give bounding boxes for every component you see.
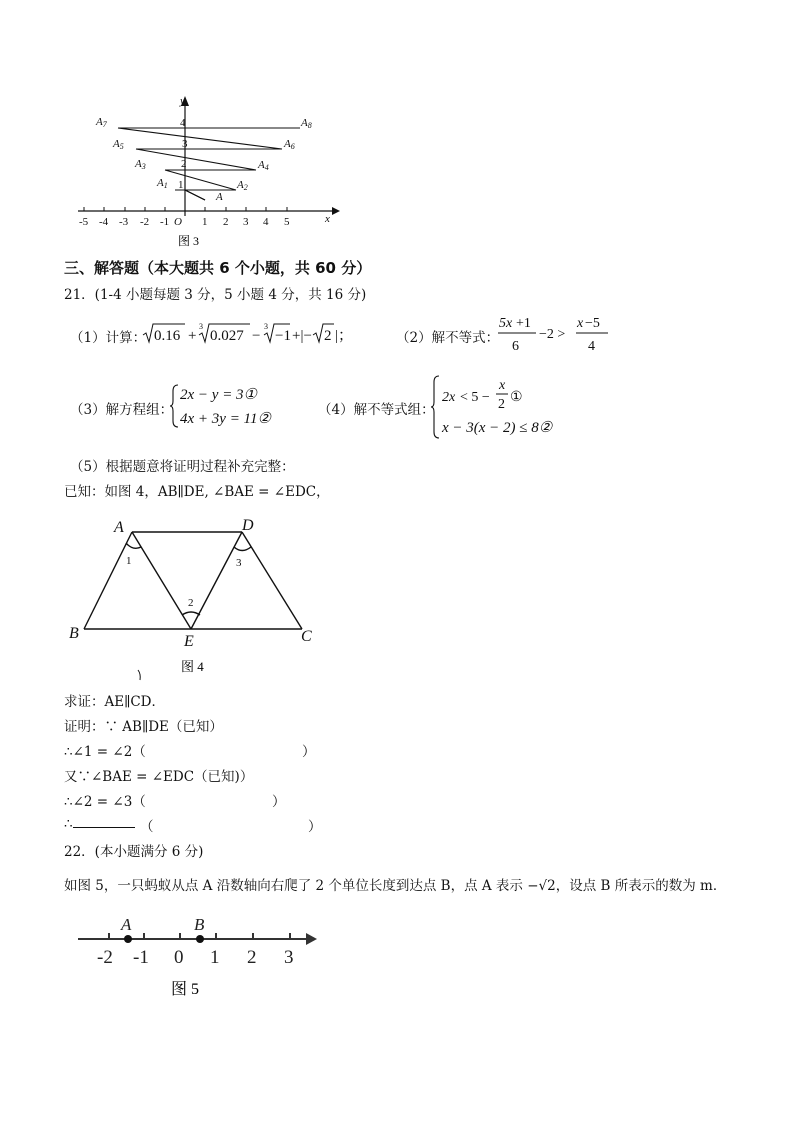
svg-text:6: 6 xyxy=(512,339,519,354)
q21-proof-line5-close: ） xyxy=(308,819,322,835)
fig3-point-A8: A8 xyxy=(301,117,312,130)
fig3-tick-x-5: 5 xyxy=(284,216,290,228)
fig3-tick-y-1: 1 xyxy=(178,179,184,191)
fig4-label-D: D xyxy=(242,517,254,534)
fig5-point-A: A xyxy=(121,915,132,934)
q21-proof-line5-therefore: ∴ xyxy=(64,816,73,832)
svg-text:x: x xyxy=(499,378,506,393)
fig3-point-A2: A2 xyxy=(237,179,248,192)
fig5-point-B: B xyxy=(194,915,205,934)
fig4-label-E: E xyxy=(184,633,194,650)
fig3-tick-y-4: 4 xyxy=(180,117,186,129)
q21-part4-label: （4）解不等式组： xyxy=(318,402,435,418)
q21-proof-line5 xyxy=(64,815,135,832)
svg-text:①: ① xyxy=(510,390,523,405)
svg-text:5x: 5x xyxy=(499,316,513,331)
fig5-caption: 图 5 xyxy=(171,981,200,998)
fig3-tick-x-1: 1 xyxy=(202,216,208,228)
q22-header: 22．(本小题满分 6 分) xyxy=(64,844,204,860)
fig3-origin: O xyxy=(174,216,182,228)
q21-part2-label: （2）解不等式： xyxy=(396,330,500,346)
fig3-tick-y-3: 3 xyxy=(182,138,188,150)
figure-5 xyxy=(72,912,322,1004)
q21-header: 21．(1-4 小题每题 3 分，5 小题 4 分，共 16 分) xyxy=(64,287,367,303)
fig5-point-A-dot xyxy=(124,935,132,943)
svg-text:+1: +1 xyxy=(516,316,531,331)
fig4-angle-1: 1 xyxy=(126,555,132,567)
q21-proof-line4: ∴∠2 = ∠3（ xyxy=(64,794,146,810)
svg-text:−1: −1 xyxy=(275,328,291,344)
fig5-tick-0: 0 xyxy=(174,947,184,968)
fig5-tick-1: 1 xyxy=(210,947,220,968)
fig5-tick-neg2: -2 xyxy=(97,947,113,968)
fig4-label-C: C xyxy=(301,628,312,645)
svg-text:+|−: +|− xyxy=(292,328,312,344)
fig3-point-A: A xyxy=(216,191,223,203)
q21-proof-line1: 证明：∵ AB∥DE（已知） xyxy=(64,719,223,735)
fig3-tick-y-2: 2 xyxy=(181,158,187,170)
q21-proof-line4-close: ） xyxy=(272,794,286,810)
fig3-tick-x-3: 3 xyxy=(243,216,249,228)
q21-proof-line2-close: ） xyxy=(302,744,316,760)
svg-text:−2 >: −2 > xyxy=(539,327,566,342)
fig3-point-A4: A4 xyxy=(258,159,269,172)
fig4-label-B: B xyxy=(69,625,79,642)
fig3-point-A7: A7 xyxy=(96,116,107,129)
svg-text:3: 3 xyxy=(199,322,203,331)
fig5-tick-2: 2 xyxy=(247,947,257,968)
q21-part2-inequality xyxy=(496,310,616,356)
fig3-tick-x-2: 2 xyxy=(223,216,229,228)
q21-proof-line3: 又∵∠BAE = ∠EDC（已知)） xyxy=(64,769,254,785)
fig3-tick-x-neg1: -1 xyxy=(160,216,170,228)
fig3-caption: 图 3 xyxy=(178,234,200,248)
svg-text:2: 2 xyxy=(324,328,332,344)
q21-part1-expression xyxy=(140,316,355,350)
svg-text:−5: −5 xyxy=(585,316,600,331)
fig4-label-A: A xyxy=(114,519,124,536)
fig3-axis-y-label: y xyxy=(180,95,185,107)
fig3-tick-x-neg5: -5 xyxy=(79,216,89,228)
fig3-tick-x-4: 4 xyxy=(263,216,269,228)
svg-text:|；: |； xyxy=(335,328,354,344)
q21-part5-intro: （5）根据题意将证明过程补充完整： xyxy=(70,459,295,475)
svg-text:+: + xyxy=(188,328,197,344)
fig4-caption: 图 4 xyxy=(181,659,204,674)
svg-text:3: 3 xyxy=(264,322,268,331)
fig3-point-A1: A1 xyxy=(157,177,168,190)
q21-proof-line5-open: （ xyxy=(140,819,154,835)
q21-part3-label: （3）解方程组： xyxy=(70,402,174,418)
section-title: 三、解答题（本大题共 6 个小题，共 60 分） xyxy=(64,259,372,277)
fig4-angle-3: 3 xyxy=(236,557,242,569)
svg-text:−: − xyxy=(252,328,261,344)
svg-text:0.027: 0.027 xyxy=(210,328,244,344)
q21-part3-brace xyxy=(170,383,180,429)
svg-text:x: x xyxy=(577,316,584,331)
q22-text: 如图 5，一只蚂蚁从点 A 沿数轴向右爬了 2 个单位长度到达点 B，点 A 表示 −√2，设点 B 所表示的数为 m． xyxy=(64,878,727,894)
svg-text:4: 4 xyxy=(588,339,595,354)
fig3-tick-x-neg4: -4 xyxy=(99,216,109,228)
q21-part5-given: 已知：如图 4，AB∥DE, ∠BAE = ∠EDC， xyxy=(64,484,330,500)
fig3-point-A6: A6 xyxy=(284,138,295,151)
svg-text:2x: 2x xyxy=(442,390,456,405)
fig5-tick-neg1: -1 xyxy=(133,947,149,968)
fig3-point-A3: A3 xyxy=(135,158,146,171)
q21-part4-eq2: x − 3(x − 2) ≤ 8② xyxy=(442,420,553,436)
fig5-point-B-dot xyxy=(196,935,204,943)
q21-proof-answer-blank[interactable] xyxy=(73,815,135,828)
q21-part3-eq1: 2x − y = 3① xyxy=(180,387,258,403)
fig3-axis-x-label: x xyxy=(325,213,330,225)
fig4-angle-2: 2 xyxy=(188,597,194,609)
svg-text:< 5 −: < 5 − xyxy=(460,390,490,405)
q21-part5-prove: 求证：AE∥CD． xyxy=(64,694,165,710)
q21-part3-eq2: 4x + 3y = 11② xyxy=(180,411,271,427)
svg-text:0.16: 0.16 xyxy=(154,328,181,344)
svg-text:2: 2 xyxy=(498,397,505,412)
figure-3 xyxy=(70,88,360,253)
fig3-tick-x-neg2: -2 xyxy=(140,216,150,228)
figure-4 xyxy=(62,510,332,685)
q21-proof-line2: ∴∠1 = ∠2（ xyxy=(64,744,146,760)
q21-part1-label: （1）计算： xyxy=(70,330,147,346)
fig3-tick-x-neg3: -3 xyxy=(119,216,129,228)
fig5-tick-3: 3 xyxy=(284,947,294,968)
fig3-point-A5: A5 xyxy=(113,138,124,151)
